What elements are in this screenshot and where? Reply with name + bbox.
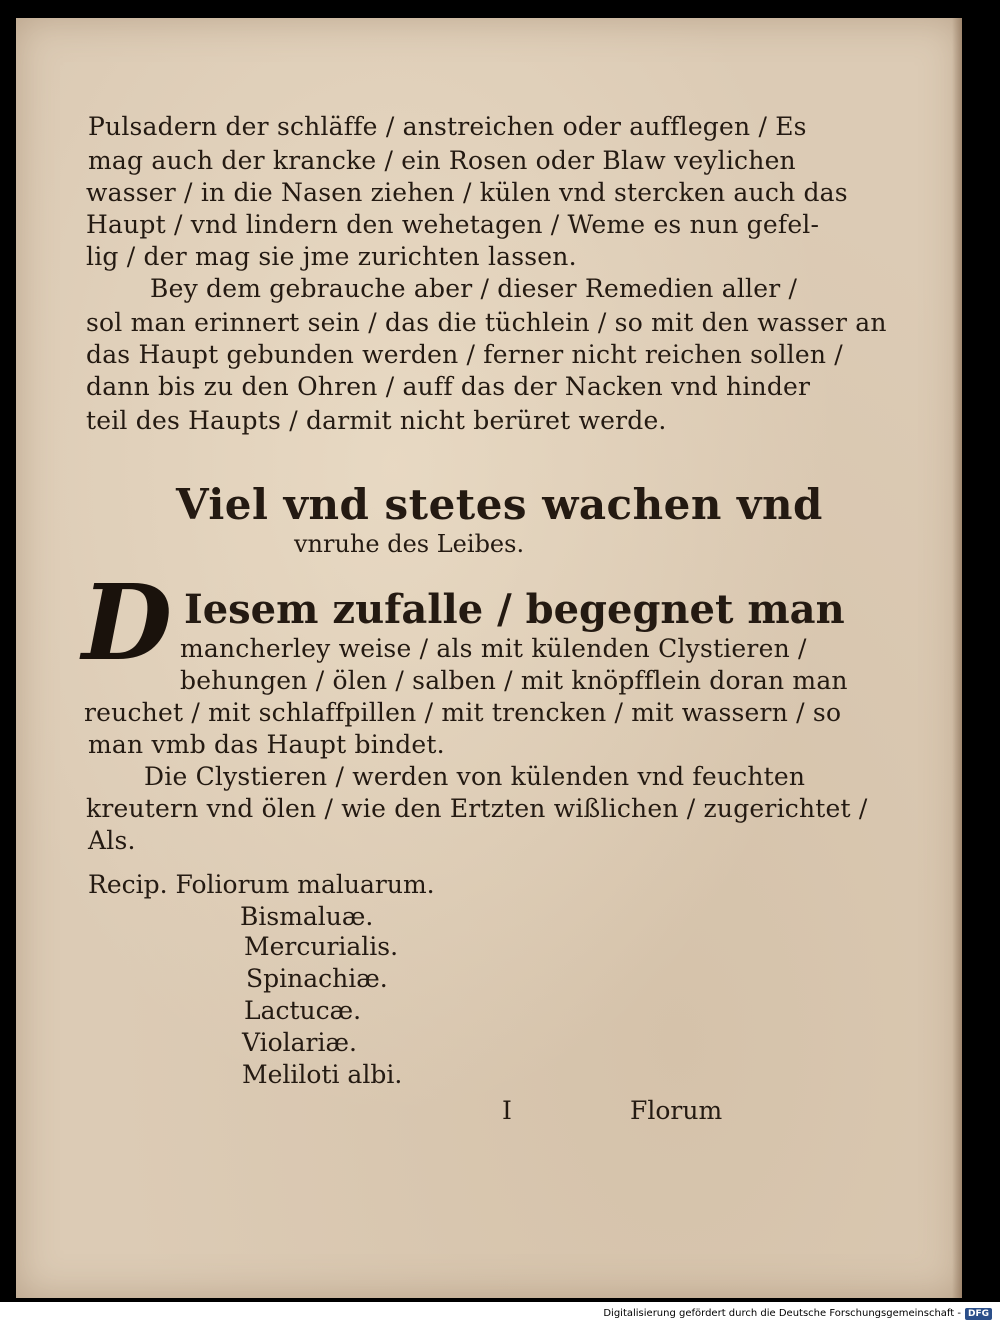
recipe-item: Lactucæ.: [244, 996, 362, 1025]
text-line-2: mag auch der krancke / ein Rosen oder Blaw veylichen: [88, 146, 796, 175]
recipe-item: Meliloti albi.: [242, 1060, 403, 1089]
text-line-17: kreutern vnd ölen / wie den Ertzten wißlichen / zugerichtet /: [86, 794, 868, 823]
text-line-3: wasser / in die Nasen ziehen / külen vnd stercken auch das: [86, 178, 848, 207]
section-heading: Viel vnd stetes wachen vnd: [176, 480, 823, 529]
text-line-1: Pulsadern der schläffe / anstreichen oder aufflegen / Es: [88, 112, 807, 141]
recipe-item: Mercurialis.: [244, 932, 399, 961]
digitization-footer: [603, 1305, 992, 1322]
text-line-12: mancherley weise / als mit külenden Clystieren /: [180, 634, 807, 663]
text-line-14: reuchet / mit schlaffpillen / mit trencken / mit wassern / so: [84, 698, 842, 727]
recipe-item: Violariæ.: [242, 1028, 357, 1057]
text-line-4: Haupt / vnd lindern den wehetagen / Weme es nun gefel-: [86, 210, 820, 239]
section-subheading: vnruhe des Leibes.: [294, 530, 525, 558]
dfg-logo: DFG: [965, 1308, 992, 1320]
text-line-8: das Haupt gebunden werden / ferner nicht reichen sollen /: [86, 340, 843, 369]
text-line-7: sol man erinnert sein / das die tüchlein / so mit den wasser an: [86, 308, 887, 337]
text-line-16: Die Clystieren / werden von külenden vnd feuchten: [144, 762, 806, 791]
decorated-initial: D: [81, 561, 173, 684]
text-line-11: Iesem zufalle / begegnet man: [184, 586, 845, 633]
footer-text: Digitalisierung gefördert durch die Deutsche Forschungsgemeinschaft -: [603, 1308, 961, 1319]
text-line-10: teil des Haupts / darmit nicht berüret werde.: [86, 406, 667, 435]
page-edge-shadow: [952, 18, 962, 1298]
text-line-13: behungen / ölen / salben / mit knöpfflein doran man: [180, 666, 848, 695]
catchword: Florum: [630, 1096, 723, 1125]
text-line-9: dann bis zu den Ohren / auff das der Nacken vnd hinder: [86, 372, 811, 401]
text-line-18: Als.: [88, 826, 136, 855]
signature-mark: I: [502, 1096, 512, 1125]
text-line-15: man vmb das Haupt bindet.: [88, 730, 445, 759]
text-line-6: Bey dem gebrauche aber / dieser Remedien aller /: [150, 274, 798, 303]
recipe-item: Bismaluæ.: [240, 902, 374, 931]
text-line-5: lig / der mag sie jme zurichten lassen.: [86, 242, 577, 271]
recipe-item: Spinachiæ.: [246, 964, 388, 993]
recipe-head: Recip. Foliorum maluarum.: [88, 870, 435, 899]
